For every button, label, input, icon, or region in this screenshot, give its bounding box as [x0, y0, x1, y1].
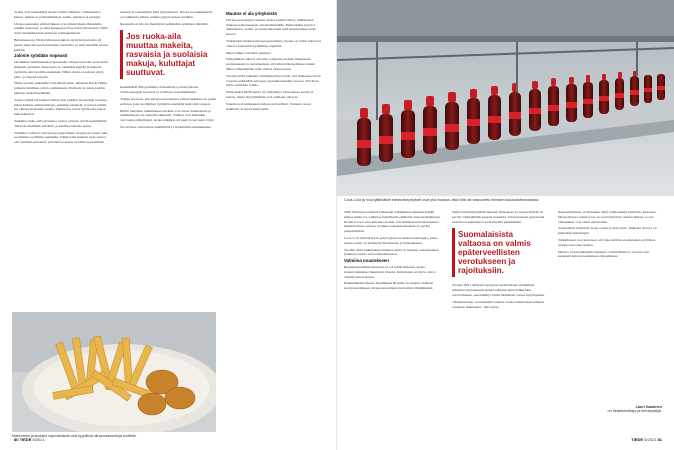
page-number: 80: [14, 437, 19, 442]
paragraph: Ultraprosessoitujen ruokien runsas kulutus liittyy tutkimusten mukaan kohonneeseen sairastumisriskiin. Esimerkiksi tyypin 2 diabeteksen, sydän- ja verisuonitautien sekä masennuksen riski kasvaa.: [226, 17, 316, 37]
paragraph: Ensimmäisenä maana maailmassa Brasilia on antanut viralliset terveyssuositukset ultraprosessoitujen tuotteiden välttämiseksi.: [344, 281, 434, 291]
paragraph: Britanniassa ja Yhdysvalloissa kaikista syödyistä kalorista yli puolet tulee ultraprosessoiduista tuotteista, ja muu maailma seuraa perässä.: [14, 37, 109, 52]
paragraph: Ruokajärjestelmän muutosta ei voi tehdä hetkessä, koska ruokatottumukset muuttuvat hitaasti. Kuluttajien on myös oltava valmiita muutokseen.: [344, 264, 436, 279]
right-col-3: [558, 210, 662, 396]
left-col-2: [120, 10, 216, 306]
factory-photo: [337, 0, 674, 196]
paragraph: Tutkimus näki, että jalostettua ruokaa syöneet söivät keskimäärin 500 kcal enemmän päivässä, ja heidän painonsa nousi.: [14, 118, 107, 128]
paragraph: Muutos vaatii päättäjiltä rohkeutta. Lainsäädäntö ja verotus ovat keskeisiä keinoja kulutuksen ohjaamiseen.: [558, 249, 650, 259]
paragraph: Tutkija korostaa, että ultraprosessoiduissa elintarvikkeissa on jotain sellaista, joka saa ihmiset syömään enemmän kuin olisi tarpeen.: [120, 96, 216, 106]
author-role: on tiedetoimittaja ja tietokirjailija.: [607, 409, 662, 413]
food-photo: [12, 312, 216, 432]
paragraph: Saman tutkimusryhmän mukaan lisäsokerin ja suolan määrää on pyritty vähentämään kaupan tuotteista. Jalostusasteen perusteella tuotteita ei kuitenkaan vielä merkitä pakkauksiin.: [452, 210, 545, 224]
right-col-2: [452, 210, 548, 435]
paragraph: Kuokaalta ei siis ole merkitystä pelkästään syömisen määrälle.: [120, 21, 209, 26]
paragraph: Nykyihmiset alkavat olla niin tottuneita ruokien makeuteen, suolaisuuteen ja rasvaisuuteen, että elintarviketeollisuus tuskin lähtee vähentämään niitä omasta aloitteestaan.: [226, 57, 316, 71]
paragraph: Vuonna 2020 julkaistu brittiläisselvitys totesi, että muutokset eivät toteudu pelkästään yritysten vapaaehtoisuuden varassa. Tarvitaan myös poliittisia toimia.: [226, 73, 321, 88]
paragraph: Sokeriton ei kuitenkaan tarkoita terveellistä. Vastuuta ruoan sisällöstä on myös kuluttajilla.: [226, 101, 311, 111]
paragraph: Kansainvälisesti on kuitenkin nähty esimerkkejä toimivista keinoista. Muun muassa sokeriveroa on otettu käyttöön useissa maissa, ja sen vaikutukset ovat olleet myönteisiä.: [558, 210, 657, 224]
coca-cola-bottling-image: [337, 0, 674, 196]
paragraph: 2020 Nutrients-lehdessä julkaistun tutkimuksen mukaan pelkkä makea maku voi vaikuttaa haitallisesti elimistön aineenvaihduntaan. Koska Coca-Colan kaltaiset juomat ovat ihmisten kalorinsaannissa merkittävässä roolissa, juomien sokeripitoisuuksia on pyritty pienentämään.: [344, 210, 441, 234]
paragraph: Viime vuonna julkaistiin Cell Metabolism -lehdessä Kevin Hallin johtama tutkimus, johon osallistuneet 20 miestä ja naista jaettiin kahteen ruokailuryhmään.: [14, 81, 108, 95]
pull-quote: Jos ruoka-aila muuttaa makeita, rasvaisia ja suolaisia makuja, kuluttajat suuttuvat.: [120, 30, 216, 79]
paragraph: Coca-Cola käyttää myös paljon glukoosi-fruktoosisiirappia, jonka runsas saanti on yhdistetty lihavuuteen ja diabetekseen.: [344, 235, 438, 245]
paragraph: Esimerkiksi McDonald's on vähentänyt tuotteidensa suolaa ja rasvaa, mutta myyntimäärät ovat edelleen valtavia.: [226, 90, 314, 99]
issue-number: 5/2021: [644, 437, 657, 442]
paragraph: Tutkimus vahvisti, että ultraprosessoidussa ruoassa on jotain, joka saa ihmiset syömään enemmän. Tutkijoiden mukaan kyse saattoi olla syömisnopeudesta: jalostettua ruokaa syödään nopeammin.: [14, 130, 108, 145]
author-signature: [558, 405, 662, 413]
photo-caption: Makeutetut ja suolatut naposteltavat ovat tyypillisiä ultraprosessoituja tuotteita.: [12, 434, 137, 438]
right-footer: [631, 437, 662, 442]
paragraph: Miten siihen voitaisiin puuttua?: [226, 50, 272, 55]
paragraph: Toisen ryhmä söi kahden viikon ajan pitkälle jalostettuja tuotteita, kuten kaikkia aamiaismuroja, pakattuja eineksiä, ja toinen ryhmä söi vähän jalostettuja ruokia. Tutkittavat saivat syödä niin paljon kuin halusivat.: [14, 97, 108, 117]
fries-nuggets-image: [12, 312, 216, 432]
author-name: Lauri Saarinen: [635, 405, 662, 409]
page-number: 81: [657, 437, 662, 442]
paragraph: keskimäärin 900 grammaa. Painonlisäys johtui pääosin ravintoenergian kasvusta ja syömisen nopeutumisesta.: [120, 85, 199, 95]
left-footer: [14, 437, 45, 442]
paragraph: ruokia ovat esimerkiksi monet tutilset läkkeitä, valmisateriat, kekset, maksu-ut ja lihaleikkeleet, kakut, pizzakat ja pastojat.: [14, 10, 101, 19]
photo-caption: Coca-Cola ja muut jättimäiset elintarvikeyritykset ovat yhä mukana, eikä niitä ole vastuutettu ihmisten kulutustottumuksista.: [344, 198, 540, 202]
pull-quote: Suomalaisista valtaosa on valmis epäterveellisten verotukseen ja rajoituksiin.: [452, 228, 548, 277]
paragraph: Uusimman tutkimustiedon perusteella ultraprosessoitu ruoka lisää ihmisten syömistä. Kun ruoka on valmiiksi kypsää ja helposti syötävää, sitä syödään enemmän. Nälkä, mutta ei-sairaan sävyt, pallo- ja tarjous-tarjolla.: [14, 60, 108, 79]
paragraph: Hallin johtaman tutkimuksen tulokset ovat olleet dramaattisia ja tutkimuksesta on uutisoitu ahkerasti. Tutkijat ovat kuitenkin varovaisia päätelmissä, koska tutkimus oli pieni ja sen kesto lyhyt.: [120, 108, 215, 123]
left-col-3: [226, 10, 324, 440]
right-col-1: [344, 210, 442, 435]
paragraph: Tutkijoiden mukaan ultraprosessoidusta ruoasta on tullut vakavasti otettava kansanterveydellinen ongelma.: [226, 38, 321, 48]
paragraph: Suomalaiset käyttävät ruoan vuoksi paljon rahaa. Ihmisten terveys on kuitenkin tärkeämpää.: [558, 226, 657, 236]
section-heading: Muutos ei ala yrityksistä: [226, 11, 277, 16]
issue-number: 5/2021: [32, 437, 45, 442]
paragraph: maukas ja vaaleampaa kuin jalostamaton. Ruoan koostumuksella on vaikutusta siihen, kuinka paljon ruokaa syödään.: [120, 10, 213, 19]
left-col-1: [14, 10, 110, 147]
magazine-name: TIEDE: [631, 437, 644, 442]
paragraph: "Päätöksenteko on kuitenkin vaikeaa, koska elintarviketeollisuus vastustaa muutoksia", hän toteaa.: [452, 299, 545, 309]
paragraph: Ultraprosessoidut elintarvikkeet ovat elintarviketeollisuudelle erittäin tuottoisia, ja siksi kauppojen oissa nöitä yhä maassa. Niitä myös markkinoidaan erityisen voimaperäisesti.: [14, 21, 108, 36]
magazine-name: TIEDE: [19, 437, 32, 442]
paragraph: Tutkimukset ovat kertoneet, että joka kolmas suomalainen syö liikaa ultraprosessoitua ruokaa.: [558, 237, 656, 247]
section-heading: Valmiina muutokseen: [344, 258, 389, 264]
paragraph: Se tarvitsee vahvistusta pidemmiltä ja laajemmilta tutkimuksilta.: [120, 124, 212, 129]
paragraph: Vuoden 2022 tutkimuksen mukaan yhtiö on lisännyt sokerittomien juomien osuutta tuotevalikoimassaan.: [344, 247, 439, 257]
section-heading: Jaloste syödään nopeasti: [14, 53, 68, 59]
paragraph: Vuonna 2021 tehdyssä kyselyssä suomalaisten enemmistö suhtautui myönteisesti epäterveellisten elintarvikkeiden verottamiseen. Asiantuntija Terttu Manninen vastaa kysymyksiin.: [452, 283, 545, 297]
